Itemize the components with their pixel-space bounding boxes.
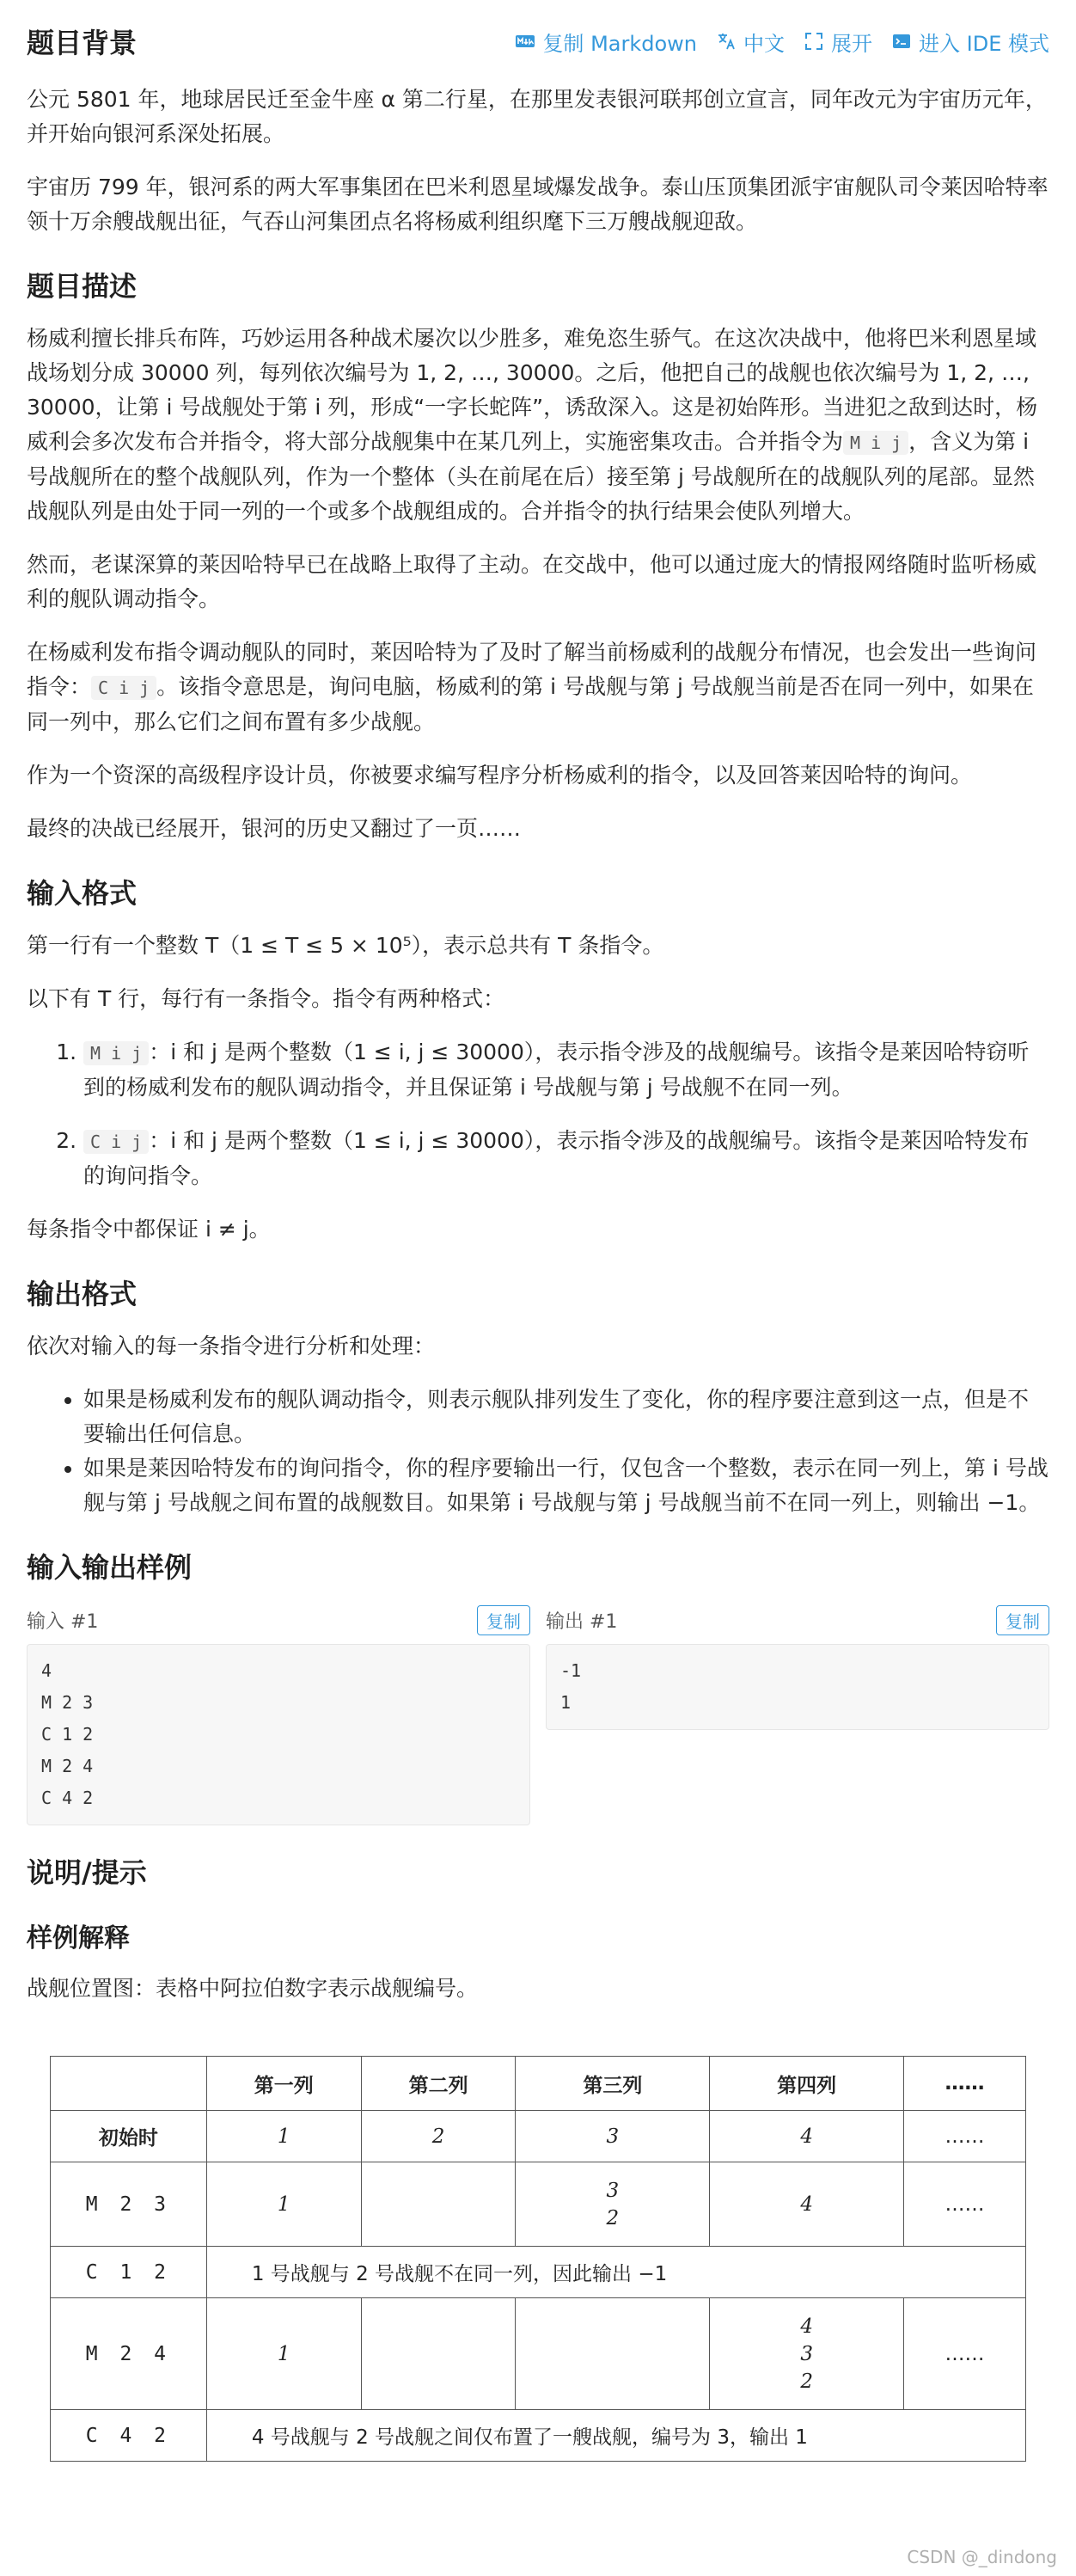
description-text: 在杨威利发布指令调动舰队的同时，莱因哈特为了及时了解当前杨威利的战舰分布情况，也会发出一些询问指令：	[27, 640, 1037, 699]
table-row	[51, 2162, 1026, 2247]
list-item	[83, 1124, 1049, 1193]
table-cell: 3 2	[516, 2162, 710, 2247]
table-header-cell: ……	[904, 2057, 1026, 2111]
output-format-paragraph: 依次对输入的每一条指令进行分析和处理：	[27, 1334, 436, 1359]
sample-output-code: -1 1	[546, 1644, 1049, 1730]
row-label: M 2 4	[51, 2298, 207, 2410]
description-text: 。该指令意思是，询问电脑，杨威利的第 i 号战舰与第 j 号战舰当前是否在同一列中，如果在同一列中，那么它们之间布置有多少战舰。	[27, 674, 1034, 734]
description-paragraph-1	[27, 322, 1049, 529]
watermark: CSDN @_dindong	[907, 2547, 1057, 2567]
input-format-title: 输入格式	[27, 877, 138, 910]
sample-input	[27, 1603, 530, 1825]
row-label: C 1 2	[51, 2247, 207, 2298]
expand-button[interactable]	[804, 27, 872, 57]
table-cell: 1	[206, 2162, 361, 2247]
ide-mode-label: 进入 IDE 模式	[919, 31, 1049, 56]
sample-explanation-title: 样例解释	[27, 1923, 130, 1953]
description-paragraph-2: 然而，老谋深算的莱因哈特早已在战略上取得了主动。在交战中，他可以通过庞大的情报网络随时监听杨威利的舰队调动指令。	[27, 552, 1037, 611]
row-label: M 2 3	[51, 2162, 207, 2247]
background-paragraph-1: 公元 5801 年，地球居民迁至金牛座 α 第二行星，在那里发表银河联邦创立宣言，同年改元为宇宙历元年，并开始向银河系深处拓展。	[27, 87, 1047, 146]
sample-output-label: 输出 #1	[546, 1610, 618, 1633]
copy-markdown-button[interactable]	[515, 27, 697, 57]
background-paragraph-2: 宇宙历 799 年，银河系的两大军事集团在巴米利恩星域爆发战争。泰山压顶集团派宇宙舰队司令莱因哈特率领十万余艘战舰出征，气吞山河集团点名将杨威利组织麾下三万艘战舰迎敌。	[27, 175, 1048, 234]
table-cell: 4	[710, 2111, 904, 2162]
table-row	[51, 2410, 1026, 2462]
table-header-cell: 第二列	[361, 2057, 516, 2111]
sample-input-header	[27, 1603, 530, 1637]
table-row	[51, 2247, 1026, 2298]
output-rule-list	[27, 1383, 1049, 1520]
input-format-paragraph-3: 每条指令中都保证 i ≠ j。	[27, 1217, 271, 1242]
list-item-text: ：i 和 j 是两个整数（1 ≤ i, j ≤ 30000），表示指令涉及的战舰编号。该指令是莱因哈特发布的询问指令。	[83, 1128, 1030, 1188]
table-header-row	[51, 2057, 1026, 2111]
toolbar	[515, 27, 1049, 57]
output-format-title: 输出格式	[27, 1278, 138, 1310]
table-note: 4 号战舰与 2 号战舰之间仅布置了一艘战舰，编号为 3，输出 1	[206, 2410, 1025, 2462]
expand-icon	[804, 31, 824, 52]
sample-output-header	[546, 1603, 1049, 1637]
table-cell	[361, 2162, 516, 2247]
query-command-code: C i j	[91, 676, 156, 700]
list-item: • 如果是莱因哈特发布的询问指令，你的程序要输出一行，仅包含一个整数，表示在同一列上，第 i 号战舰与第 j 号战舰之间布置的战舰数目。如果第 i 号战舰与第 j 号战舰当前不在同一列上，则输出 −1。	[83, 1451, 1049, 1520]
table-cell: ……	[904, 2298, 1026, 2410]
query-command-code: C i j	[83, 1130, 149, 1154]
sample-input-label: 输入 #1	[27, 1610, 99, 1633]
fleet-table	[50, 2056, 1026, 2462]
copy-output-button[interactable]: 复制	[996, 1605, 1049, 1635]
table-cell	[516, 2298, 710, 2410]
expand-label: 展开	[831, 31, 873, 56]
table-cell: ……	[904, 2111, 1026, 2162]
table-cell: 3	[516, 2111, 710, 2162]
sample-output	[546, 1603, 1049, 1825]
markdown-icon	[515, 31, 535, 52]
description-paragraph-4: 作为一个资深的高级程序设计员，你被要求编写程序分析杨威利的指令，以及回答莱因哈特的询问。	[27, 763, 973, 788]
samples-row	[27, 1603, 1049, 1825]
description-text: 杨威利擅长排兵布阵，巧妙运用各种战术屡次以少胜多，难免恣生骄气。在这次决战中，他将巴米利恩星域战场划分成 30000 列，每列依次编号为 1, 2, …, 30000。之后，他把自己的战舰也依次编号为 1, 2, …, 30000，让第 i 号战舰处于第 i 列，形成“一字长蛇阵”，诱敌深入。这是初始阵形。当进犯之敌到达时，杨威利会多次发布合并指令，将大部分战舰集中在某几列上，实施密集攻击。合并指令为	[27, 326, 1038, 454]
hint-title: 说明/提示	[27, 1856, 147, 1889]
header-row	[27, 0, 1049, 83]
language-button[interactable]	[716, 27, 785, 57]
row-label: C 4 2	[51, 2410, 207, 2462]
table-header-cell: 第三列	[516, 2057, 710, 2111]
merge-command-code: M i j	[843, 431, 908, 455]
copy-input-button[interactable]: 复制	[477, 1605, 530, 1635]
table-header-cell	[51, 2057, 207, 2111]
row-label: 初始时	[51, 2111, 207, 2162]
terminal-icon	[891, 31, 912, 52]
samples-title: 输入输出样例	[27, 1551, 193, 1584]
table-cell: 1	[206, 2298, 361, 2410]
list-item	[83, 1035, 1049, 1105]
table-row	[51, 2298, 1026, 2410]
table-note: 1 号战舰与 2 号战舰不在同一列，因此输出 −1	[206, 2247, 1025, 2298]
table-cell: 4	[710, 2162, 904, 2247]
description-title: 题目描述	[27, 270, 138, 303]
table-header-cell: 第一列	[206, 2057, 361, 2111]
copy-markdown-label: 复制 Markdown	[542, 31, 698, 56]
list-item: • 如果是杨威利发布的舰队调动指令，则表示舰队排列发生了变化，你的程序要注意到这一点，但是不要输出任何信息。	[83, 1383, 1049, 1451]
table-row	[51, 2111, 1026, 2162]
sample-input-code: 4 M 2 3 C 1 2 M 2 4 C 4 2	[27, 1644, 530, 1825]
table-cell: ……	[904, 2162, 1026, 2247]
list-item-text: ：i 和 j 是两个整数（1 ≤ i, j ≤ 30000），表示指令涉及的战舰编号。该指令是莱因哈特窃听到的杨威利发布的舰队调动指令，并且保证第 i 号战舰与第 j 号战舰不在同一列。	[83, 1040, 1030, 1100]
translate-icon	[716, 31, 737, 52]
table-cell: 4 3 2	[710, 2298, 904, 2410]
table-cell	[361, 2298, 516, 2410]
table-cell: 1	[206, 2111, 361, 2162]
description-paragraph-3	[27, 635, 1049, 739]
table-cell: 2	[361, 2111, 516, 2162]
input-format-paragraph-2: 以下有 T 行，每行有一条指令。指令有两种格式：	[27, 986, 505, 1011]
description-paragraph-5: 最终的决战已经展开，银河的历史又翻过了一页……	[27, 816, 522, 841]
table-caption: 战舰位置图：表格中阿拉伯数字表示战舰编号。	[27, 1976, 479, 2001]
command-format-list	[27, 1035, 1049, 1193]
ide-mode-button[interactable]	[891, 27, 1049, 57]
table-header-cell: 第四列	[710, 2057, 904, 2111]
description-text: ，含义为第 i 号战舰所在的整个战舰队列，作为一个整体（头在前尾在后）接至第 j 号战舰所在的战舰队列的尾部。显然战舰队列是由处于同一列的一个或多个战舰组成的。合并指令的执行结果会使队列增大。	[27, 429, 1035, 524]
merge-command-code: M i j	[83, 1041, 149, 1065]
background-title: 题目背景	[27, 27, 138, 59]
language-label: 中文	[743, 31, 786, 56]
input-format-paragraph-1: 第一行有一个整数 T（1 ≤ T ≤ 5 × 10⁵），表示总共有 T 条指令。	[27, 933, 664, 958]
